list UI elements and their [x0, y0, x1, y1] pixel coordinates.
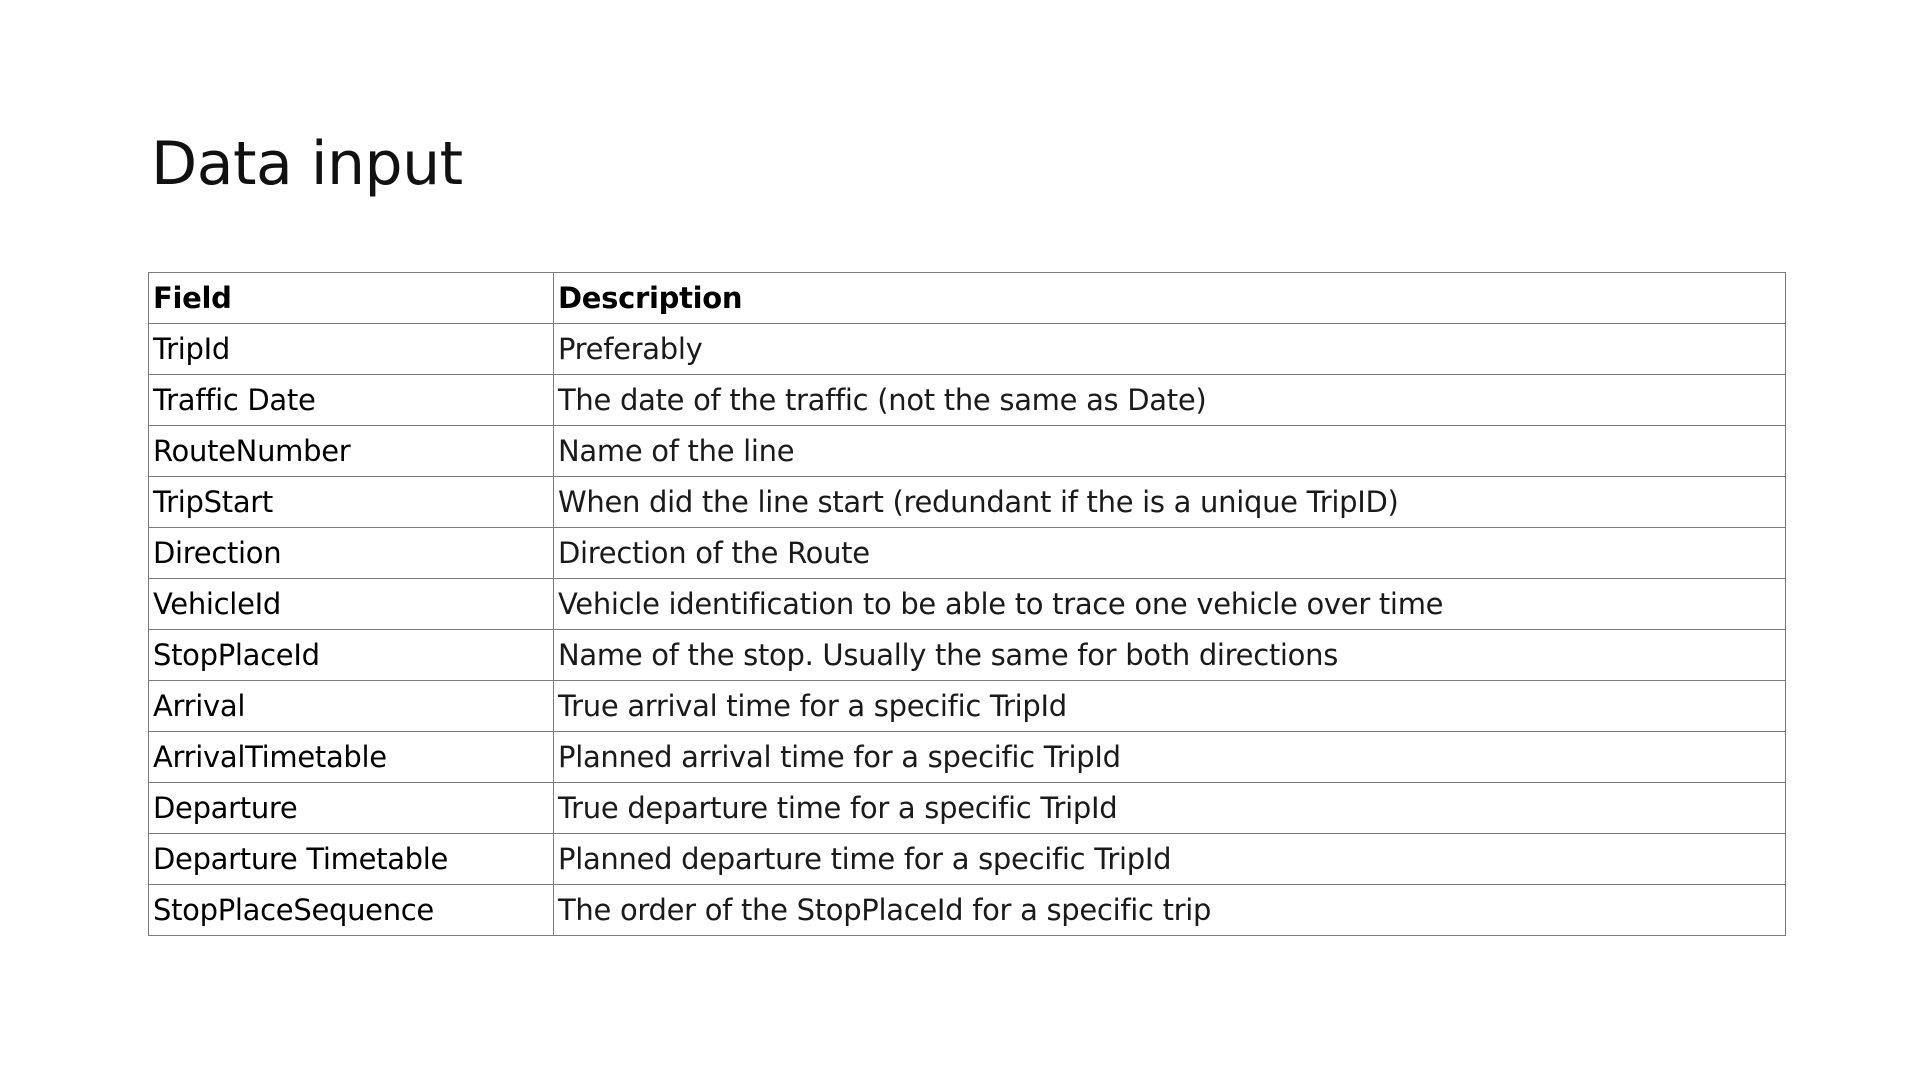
- field-cell: Departure: [149, 783, 554, 834]
- description-cell: When did the line start (redundant if the is a unique TripID): [554, 477, 1786, 528]
- table-row: [149, 477, 1786, 528]
- description-cell: Name of the line: [554, 426, 1786, 477]
- description-cell: Planned departure time for a specific TripId: [554, 834, 1786, 885]
- field-cell: TripStart: [149, 477, 554, 528]
- table-row: [149, 834, 1786, 885]
- column-header-description: Description: [554, 273, 1786, 324]
- description-cell: True departure time for a specific TripId: [554, 783, 1786, 834]
- table-row: [149, 528, 1786, 579]
- table-row: [149, 426, 1786, 477]
- table-row: [149, 732, 1786, 783]
- field-cell: TripId: [149, 324, 554, 375]
- table-row: [149, 579, 1786, 630]
- table-row: [149, 681, 1786, 732]
- field-cell: StopPlaceSequence: [149, 885, 554, 936]
- description-cell: Preferably: [554, 324, 1786, 375]
- field-cell: Arrival: [149, 681, 554, 732]
- description-cell: The date of the traffic (not the same as Date): [554, 375, 1786, 426]
- field-cell: ArrivalTimetable: [149, 732, 554, 783]
- field-cell: Direction: [149, 528, 554, 579]
- table-row: [149, 783, 1786, 834]
- description-cell: Direction of the Route: [554, 528, 1786, 579]
- description-cell: The order of the StopPlaceId for a specific trip: [554, 885, 1786, 936]
- description-cell: True arrival time for a specific TripId: [554, 681, 1786, 732]
- table-row: [149, 885, 1786, 936]
- field-cell: Traffic Date: [149, 375, 554, 426]
- table-row: [149, 375, 1786, 426]
- page-title: Data input: [151, 129, 463, 199]
- field-cell: StopPlaceId: [149, 630, 554, 681]
- data-input-table: [148, 272, 1786, 936]
- description-cell: Planned arrival time for a specific TripId: [554, 732, 1786, 783]
- table-row: [149, 630, 1786, 681]
- field-cell: RouteNumber: [149, 426, 554, 477]
- table-row: [149, 324, 1786, 375]
- column-header-field: Field: [149, 273, 554, 324]
- field-cell: Departure Timetable: [149, 834, 554, 885]
- data-input-table-container: [148, 272, 1785, 936]
- field-cell: VehicleId: [149, 579, 554, 630]
- description-cell: Name of the stop. Usually the same for both directions: [554, 630, 1786, 681]
- table-header-row: [149, 273, 1786, 324]
- description-cell: Vehicle identification to be able to trace one vehicle over time: [554, 579, 1786, 630]
